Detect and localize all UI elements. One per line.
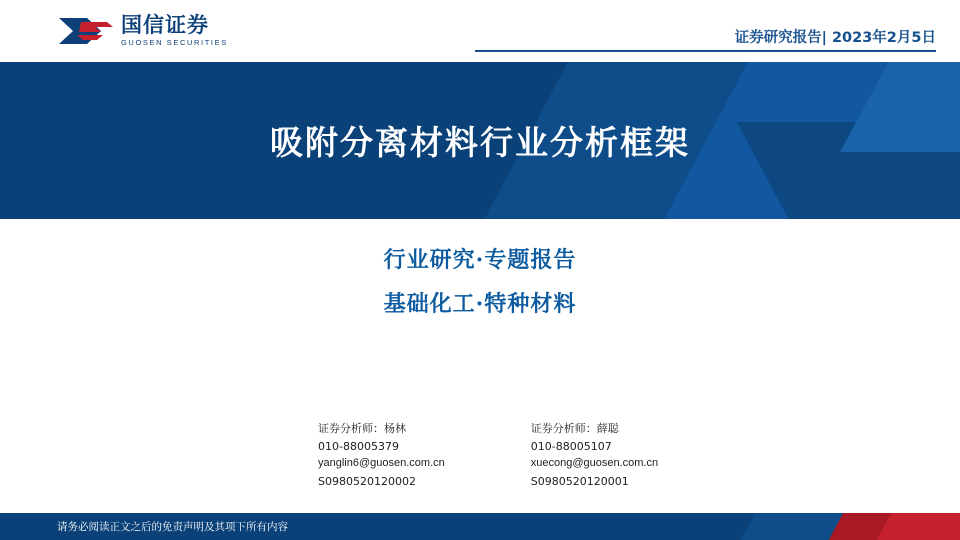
analyst-name: 证券分析师：薛聪 [530, 422, 619, 435]
footer-disclaimer: 请务必阅读正文之后的免责声明及其项下所有内容 [57, 521, 288, 533]
title-band [0, 62, 960, 219]
subtitle-industry: 基础化工·特种材料 [383, 291, 577, 317]
analyst-name: 证券分析师：杨林 [318, 422, 406, 435]
brand-logo-text [121, 13, 228, 48]
subtitle-group [0, 238, 960, 326]
analyst-phone: 010-88005107 [530, 439, 612, 453]
analyst-email[interactable]: yanglin6@guosen.com.cn [318, 457, 445, 469]
analyst-block [318, 420, 658, 490]
analyst-license: S0980520120002 [318, 474, 416, 488]
header-divider [475, 50, 936, 52]
subtitle-research-type: 行业研究·专题报告 [383, 247, 577, 273]
footer-shape-red [877, 513, 960, 540]
analyst-entry [531, 420, 658, 490]
analyst-phone: 010-88005379 [318, 439, 399, 453]
brand-name-cn: 国信证券 [121, 13, 209, 37]
header [0, 0, 960, 62]
page-title: 吸附分离材料行业分析框架 [270, 123, 690, 162]
analyst-entry [318, 420, 445, 490]
report-type-and-date: 证券研究报告| 2023年2月5日 [734, 30, 936, 46]
footer [0, 513, 960, 540]
guosen-logo-icon [57, 14, 115, 48]
analyst-email[interactable]: xuecong@guosen.com.cn [530, 457, 659, 469]
analyst-license: S0980520120001 [530, 474, 629, 488]
brand-name-en: GUOSEN SECURITIES [121, 38, 228, 47]
brand-logo [57, 13, 228, 48]
